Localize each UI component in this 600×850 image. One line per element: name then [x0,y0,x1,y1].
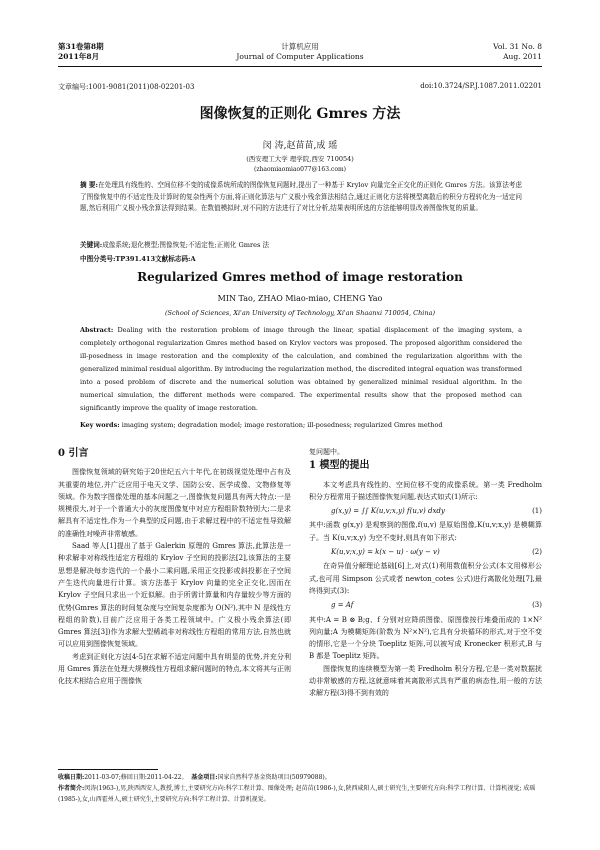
authors-english: MIN Tao, ZHAO Miao-miao, CHENG Yao [217,294,383,303]
footnote [58,772,542,805]
equation-2-body: K(u,v;x,y) = k(x − u) · ω(y − v) [331,548,440,557]
model-paragraph-3: 在奇异值分解理论基础[6]上,对式(1)利用数值积分公式(本文用梯形公式,也可用 Simpson 公式或者 newton_cotes 公式)进行离散化处理[7],最终得到式(3): [309,562,542,595]
equation-2 [309,546,542,558]
keywords-label-en: Key words: [80,421,120,429]
fund-text: 国家自然科学基金资助项目(50979088)。 [217,774,331,781]
model-paragraph-2: 其中:函数 g(x,y) 是观察到的图像,f(u,v) 是原始图像,K(u,v;x,y) 是模糊算子。当 K(u,v;x,y) 为空不变时,则具有如下形式: [309,521,542,542]
title-chinese: 图像恢复的正则化 Gmres 方法 [199,106,401,122]
journal-name: 计算机应用 Journal of Computer Applications [236,42,364,61]
equation-1 [309,505,542,517]
volume-issue-en: Vol. 31 No. 8 Aug. 2011 [493,42,542,61]
keywords-text-en: imaging system; degradation model; image restoration; ill-posedness; regularized Gmres method [121,421,443,429]
section-heading-intro: 0 引言 [58,448,89,459]
abstract-label-en: Abstract: [80,326,114,334]
model-paragraph-1: 本文考虑具有线性的、空间位移不变的成像系统。第一类 Fredholm 积分方程常用于描述图像恢复问题,表达式如式(1)所示: [309,480,542,501]
footnote-rule [58,769,158,770]
intro-paragraph-3: 考虑到正则化方法[4-5]在求解不适定问题中具有明显的优势,并充分利用 Gmres 算法在处理大规模线性方程组求解问题时的特点,本文将其与正则化技术相结合应用于图像恢 [58,652,291,686]
equation-3-number: (3) [532,601,542,610]
equation-3-body: g = Af [331,601,354,610]
affiliation-chinese: (西安理工大学 理学院,西安 710054) [246,155,354,163]
bio-text: 闵涛(1963-),男,陕西西安人,教授,博士,主要研究方向:科学工程计算、图像处理; 赵苗苗(1986-),女,陕西咸阳人,硕士研究生,主要研究方向:科学工程计算、计算机视觉; 成瑶(1985-),女,山西霍州人,硕士研究生,主要研究方向:科学工程计算、计算机视觉。 [58,785,536,803]
bio-label: 作者简介: [58,785,85,792]
footnote-bio [58,783,542,805]
header-rule [58,66,542,67]
authors-chinese: 闵 涛,赵苗苗,成 瑶 [262,141,338,151]
received-label: 收稿日期: [58,774,85,781]
abstract-english [80,324,522,415]
equation-3 [309,599,542,611]
article-doi: doi:10.3724/SP.J.1087.2011.02201 [420,82,542,90]
equation-1-number: (1) [532,507,542,516]
abstract-chinese [80,180,522,215]
section-heading-model: 1 模型的提出 [309,460,370,472]
column-right [309,446,542,700]
fund-label: 基金项目: [191,774,218,781]
model-paragraph-4: 其中:A = B ⊗ B;g、f 分别对应降质图像、原图像按行堆叠而成的 1×N² 列向量;A 为模糊矩阵(阶数为 N²×N²),它具有分块循环的形式,对于空不变的情形,它是一个分块 Toeplitz 矩阵,可以被写成 Kronecker 积形式,B 与 B 都是 Toeplitz 矩阵。 [309,615,542,661]
volume-issue: 第31卷第8期 2011年8月 [58,42,104,61]
intro-continuation: 复问题中。 [309,448,344,456]
equation-2-number: (2) [532,548,542,557]
abstract-text-cn: 在处理具有线性的、空间位移不变的成像系统所成的图像恢复问题时,提出了一种基于 Krylov 向量完全正交化的正则化 Gmres 方法。该算法考虑了图像恢复中的不适定性及计算时的复杂性两个方面,将正则化算法与广义极小残余算法相结合,通过正则化方法将模型离散后的积分方程转化为一适定问题,然后利用广义极小残余算法得到结果。在数值模拟时,对不同的方法进行了对比分析,结果表明所选的方法能够明显改善图像恢复的质量。 [80,181,523,213]
clc-number: 中图分类号:TP391.413 [80,255,156,263]
article-number: 文章编号:1001-9081(2011)08-02201-03 [58,83,195,91]
affiliation-english: (School of Sciences, Xi'an University of Technology, Xi'an Shaanxi 710054, China) [165,309,435,317]
keywords-chinese [80,239,522,249]
intro-paragraph-1: 图像恢复领域的研究始于20世纪五六十年代,在初级视觉处理中占有及其重要的地位,并广泛应用于电天文学、国防公安、医学成像、文物修复等领域。作为数字图像处理的基本问题之一,图像恢复问题具有两大特点:一是规模很大,对于一个普通大小的灰度图像复中对应方程组阶数特别大;二是求解具有不适定性,作为一个典型的反问题,由于求解过程中的不适定性导致解的准确性对噪声非常敏感。 [58,468,291,538]
title-english: Regularized Gmres method of image restoration [137,270,463,284]
column-left [58,446,291,688]
abstract-text-en: Dealing with the restoration problem of image through the linear, spatial displacement of the imaging system, a completely orthogonal regularization Gmres method based on Krylov vectors was proposed. The proposed algorithm considered the ill-posedness in image restoration and the complexity of the calculation, and combined the regularization algorithm with the generalized minimal residual algorithm. By introducing the regularization method, the discredited integral equation was transformed into a posed problem of discrete and the numerical solution was obtained by generalized minimal residual algorithm. In the numerical simulation, the different methods were compared. The experimental results show that the proposed method can significantly improve the quality of image restoration. [80,326,522,412]
document-code: 文献标志码:A [155,255,196,263]
model-paragraph-5: 图像恢复的连续模型为第一类 Fredholm 积分方程,它是一类对数据扰动非常敏感的方程,这就意味着其离散形式具有严重的病态性,用一般的方法求解方程(3)得不到有效的 [309,664,542,698]
author-email: (zhaomiaomiao077@163.com) [254,166,346,173]
footnote-received [58,772,542,783]
keywords-english [80,421,522,429]
keywords-label-cn: 关键词: [80,241,103,249]
classification [80,253,522,263]
keywords-text-cn: 成像系统;退化模型;图像恢复;不适定性;正则化 Gmres 法 [102,241,270,249]
intro-paragraph-2: Saad 等人[1]提出了基于 Galerkin 原理的 Gmres 算法,此算法是一种求解非对称线性适定方程组的 Krylov 子空间的投影法[2],该算法的主要思想是解决每步迭代的一个最小二乘问题,采用正交投影或斜投影在子空间产生迭代向量进行计算。该方法基于 Krylov 向量的完全正交化,因而在 Krylov 子空间只求出一个近似解。由于所需计算量和内存量较少等方面的优势(Gmres 算法的时间复杂度与空间复杂度都为 O(N²),其中 N 是线性方程组的阶数),目前广泛应用于各类工程领域中。广义极小残余算法(即 Gmres 算法[3])作为求解大型稀疏非对称线性方程组的常用方法,自然也就可以应用到图像恢复领域。 [58,542,291,649]
equation-1-body: g(x,y) = ∫∫ K(u,v;x,y) f(u,v) dxdy [331,507,445,516]
abstract-label-cn: 摘 要: [80,181,98,189]
received-dates: 2011-03-07;修回日期:2011-04-22。 [84,774,188,781]
